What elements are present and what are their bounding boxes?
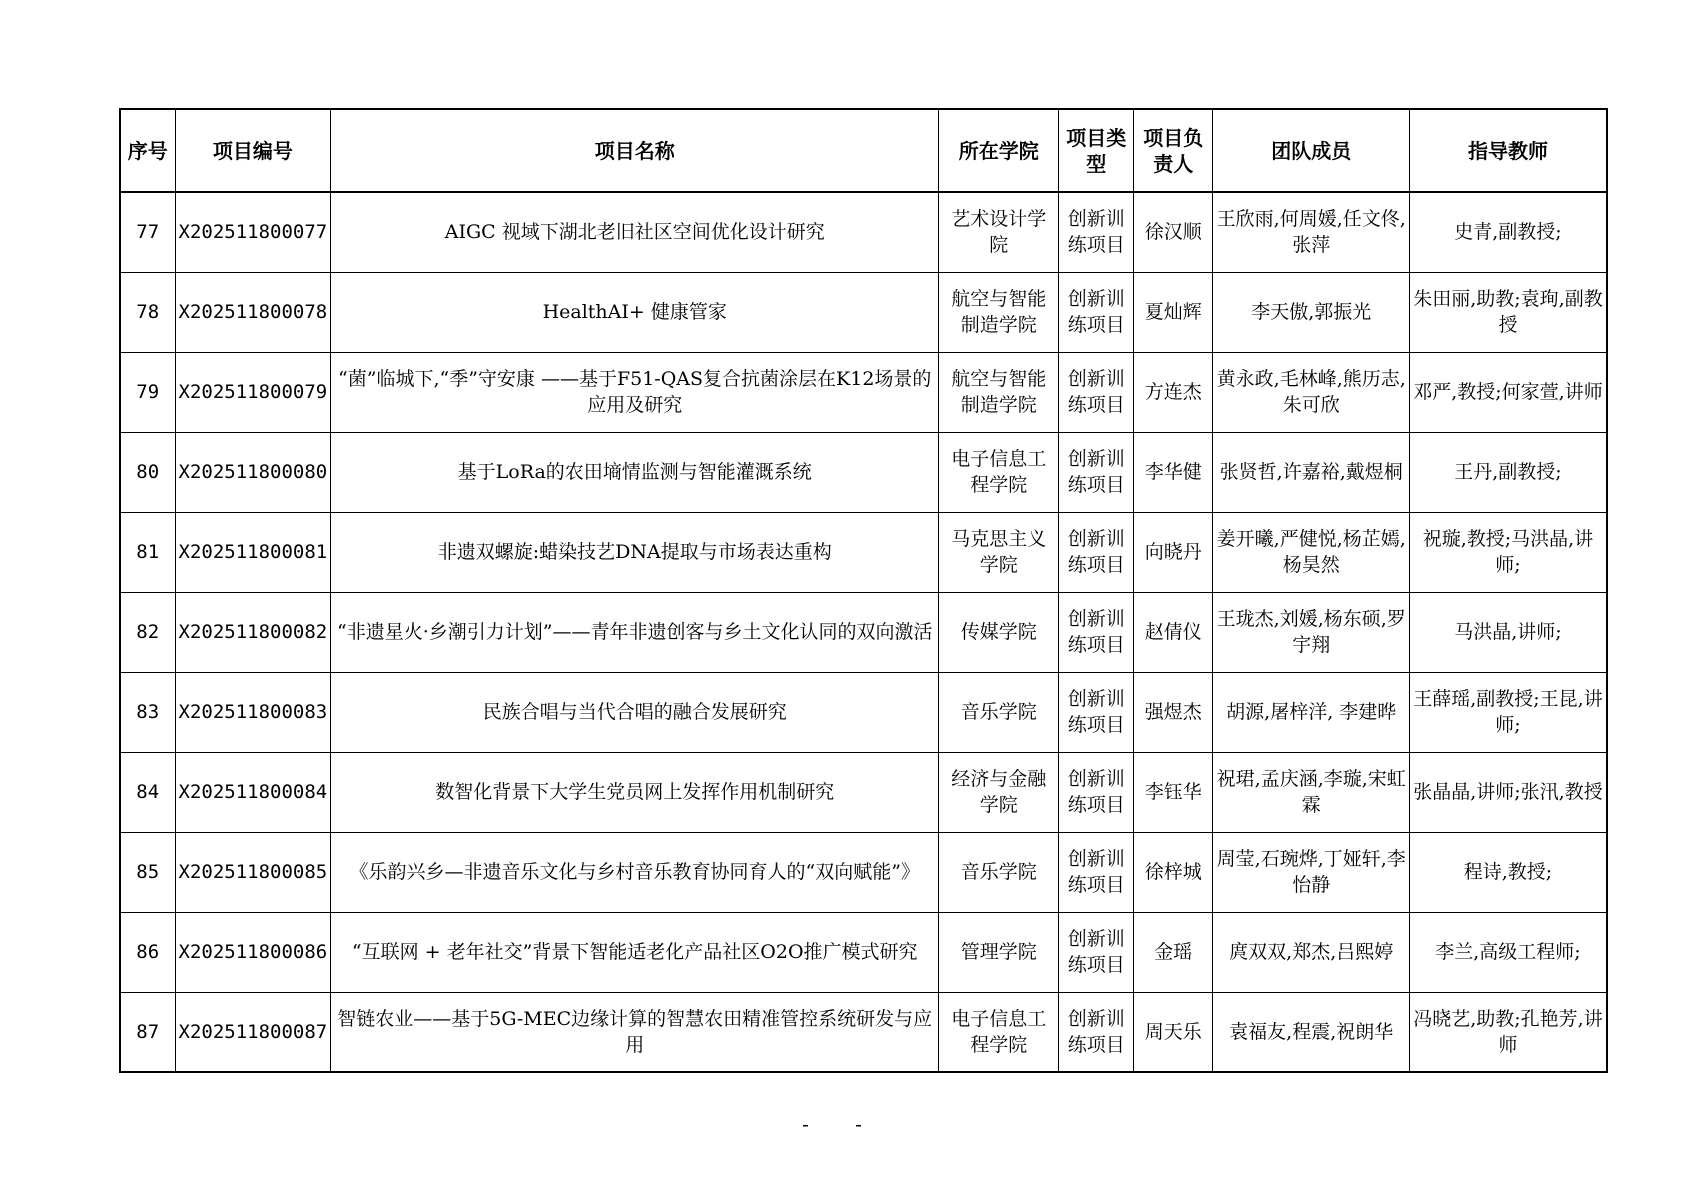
cell-name: HealthAI+ 健康管家 [331,272,939,352]
table-row [120,592,1607,672]
cell-name: 基于LoRa的农田墒情监测与智能灌溉系统 [331,432,939,512]
cell-advisor: 史青,副教授; [1410,192,1607,272]
header-code: 项目编号 [175,109,331,192]
table-row [120,672,1607,752]
cell-members: 袁福友,程震,祝朗华 [1213,992,1410,1072]
table-row [120,352,1607,432]
table-row [120,832,1607,912]
header-name: 项目名称 [331,109,939,192]
cell-name: “非遗星火·乡潮引力计划”——青年非遗创客与乡土文化认同的双向激活 [331,592,939,672]
cell-seq: 87 [120,992,175,1072]
table-row [120,272,1607,352]
table-row [120,752,1607,832]
cell-type: 创新训练项目 [1059,672,1134,752]
cell-college: 音乐学院 [939,832,1059,912]
cell-leader: 徐汉顺 [1134,192,1213,272]
cell-code: X202511800081 [175,512,331,592]
cell-members: 庹双双,郑杰,吕熙婷 [1213,912,1410,992]
cell-advisor: 张晶晶,讲师;张汛,教授 [1410,752,1607,832]
cell-advisor: 冯晓艺,助教;孔艳芳,讲师 [1410,992,1607,1072]
cell-college: 经济与金融学院 [939,752,1059,832]
cell-code: X202511800080 [175,432,331,512]
header-leader: 项目负责人 [1134,109,1213,192]
header-college: 所在学院 [939,109,1059,192]
table-row [120,992,1607,1072]
table-row [120,432,1607,512]
cell-advisor: 祝璇,教授;马洪晶,讲师; [1410,512,1607,592]
cell-seq: 85 [120,832,175,912]
cell-seq: 78 [120,272,175,352]
cell-members: 李天傲,郭振光 [1213,272,1410,352]
cell-name: AIGC 视域下湖北老旧社区空间优化设计研究 [331,192,939,272]
cell-name: 民族合唱与当代合唱的融合发展研究 [331,672,939,752]
cell-members: 张贤哲,许嘉裕,戴煜桐 [1213,432,1410,512]
cell-leader: 徐梓城 [1134,832,1213,912]
cell-leader: 金瑶 [1134,912,1213,992]
cell-code: X202511800082 [175,592,331,672]
cell-advisor: 王丹,副教授; [1410,432,1607,512]
cell-college: 航空与智能制造学院 [939,272,1059,352]
cell-members: 胡源,屠梓洋, 李建晔 [1213,672,1410,752]
cell-name: 《乐韵兴乡—非遗音乐文化与乡村音乐教育协同育人的“双向赋能”》 [331,832,939,912]
cell-college: 管理学院 [939,912,1059,992]
table-row [120,912,1607,992]
cell-members: 祝珺,孟庆涵,李璇,宋虹霖 [1213,752,1410,832]
cell-name: 非遗双螺旋:蜡染技艺DNA提取与市场表达重构 [331,512,939,592]
cell-seq: 79 [120,352,175,432]
cell-advisor: 邓严,教授;何家萱,讲师 [1410,352,1607,432]
cell-advisor: 程诗,教授; [1410,832,1607,912]
table-row [120,512,1607,592]
header-advisor: 指导教师 [1410,109,1607,192]
cell-advisor: 王薛瑶,副教授;王昆,讲师; [1410,672,1607,752]
cell-college: 航空与智能制造学院 [939,352,1059,432]
cell-code: X202511800078 [175,272,331,352]
cell-name: “菌”临城下,“季”守安康 ——基于F51-QAS复合抗菌涂层在K12场景的应用及研究 [331,352,939,432]
cell-college: 艺术设计学院 [939,192,1059,272]
header-type: 项目类型 [1059,109,1134,192]
cell-name: 数智化背景下大学生党员网上发挥作用机制研究 [331,752,939,832]
table-row [120,192,1607,272]
cell-type: 创新训练项目 [1059,352,1134,432]
cell-leader: 李华健 [1134,432,1213,512]
cell-type: 创新训练项目 [1059,832,1134,912]
cell-seq: 80 [120,432,175,512]
cell-leader: 李钰华 [1134,752,1213,832]
cell-leader: 周天乐 [1134,992,1213,1072]
cell-members: 姜开曦,严健悦,杨芷嫣,杨昊然 [1213,512,1410,592]
cell-type: 创新训练项目 [1059,192,1134,272]
cell-members: 周莹,石琬烨,丁娅轩,李怡静 [1213,832,1410,912]
cell-type: 创新训练项目 [1059,992,1134,1072]
cell-name: 智链农业——基于5G-MEC边缘计算的智慧农田精准管控系统研发与应用 [331,992,939,1072]
cell-code: X202511800083 [175,672,331,752]
cell-code: X202511800079 [175,352,331,432]
cell-code: X202511800087 [175,992,331,1072]
cell-members: 王欣雨,何周媛,任文佟,张萍 [1213,192,1410,272]
cell-name: “互联网 + 老年社交”背景下智能适老化产品社区O2O推广模式研究 [331,912,939,992]
cell-leader: 方连杰 [1134,352,1213,432]
cell-seq: 86 [120,912,175,992]
cell-leader: 赵倩仪 [1134,592,1213,672]
cell-code: X202511800077 [175,192,331,272]
table-body [120,192,1607,1072]
cell-type: 创新训练项目 [1059,592,1134,672]
cell-code: X202511800085 [175,832,331,912]
cell-seq: 83 [120,672,175,752]
header-seq: 序号 [120,109,175,192]
cell-advisor: 马洪晶,讲师; [1410,592,1607,672]
cell-type: 创新训练项目 [1059,432,1134,512]
cell-type: 创新训练项目 [1059,272,1134,352]
cell-college: 传媒学院 [939,592,1059,672]
cell-type: 创新训练项目 [1059,912,1134,992]
cell-seq: 82 [120,592,175,672]
cell-seq: 84 [120,752,175,832]
cell-leader: 向晓丹 [1134,512,1213,592]
cell-seq: 77 [120,192,175,272]
project-table [119,108,1608,1073]
cell-type: 创新训练项目 [1059,512,1134,592]
page-footer: - - [802,1112,882,1136]
cell-type: 创新训练项目 [1059,752,1134,832]
cell-leader: 夏灿辉 [1134,272,1213,352]
cell-members: 黄永政,毛林峰,熊历志,朱可欣 [1213,352,1410,432]
cell-college: 电子信息工程学院 [939,432,1059,512]
cell-seq: 81 [120,512,175,592]
cell-advisor: 朱田丽,助教;袁珣,副教授 [1410,272,1607,352]
cell-code: X202511800084 [175,752,331,832]
header-row [120,109,1607,192]
cell-members: 王珑杰,刘媛,杨东硕,罗宇翔 [1213,592,1410,672]
cell-college: 电子信息工程学院 [939,992,1059,1072]
table-header [120,109,1607,192]
cell-leader: 强煜杰 [1134,672,1213,752]
cell-advisor: 李兰,高级工程师; [1410,912,1607,992]
cell-college: 音乐学院 [939,672,1059,752]
header-members: 团队成员 [1213,109,1410,192]
cell-code: X202511800086 [175,912,331,992]
cell-college: 马克思主义学院 [939,512,1059,592]
